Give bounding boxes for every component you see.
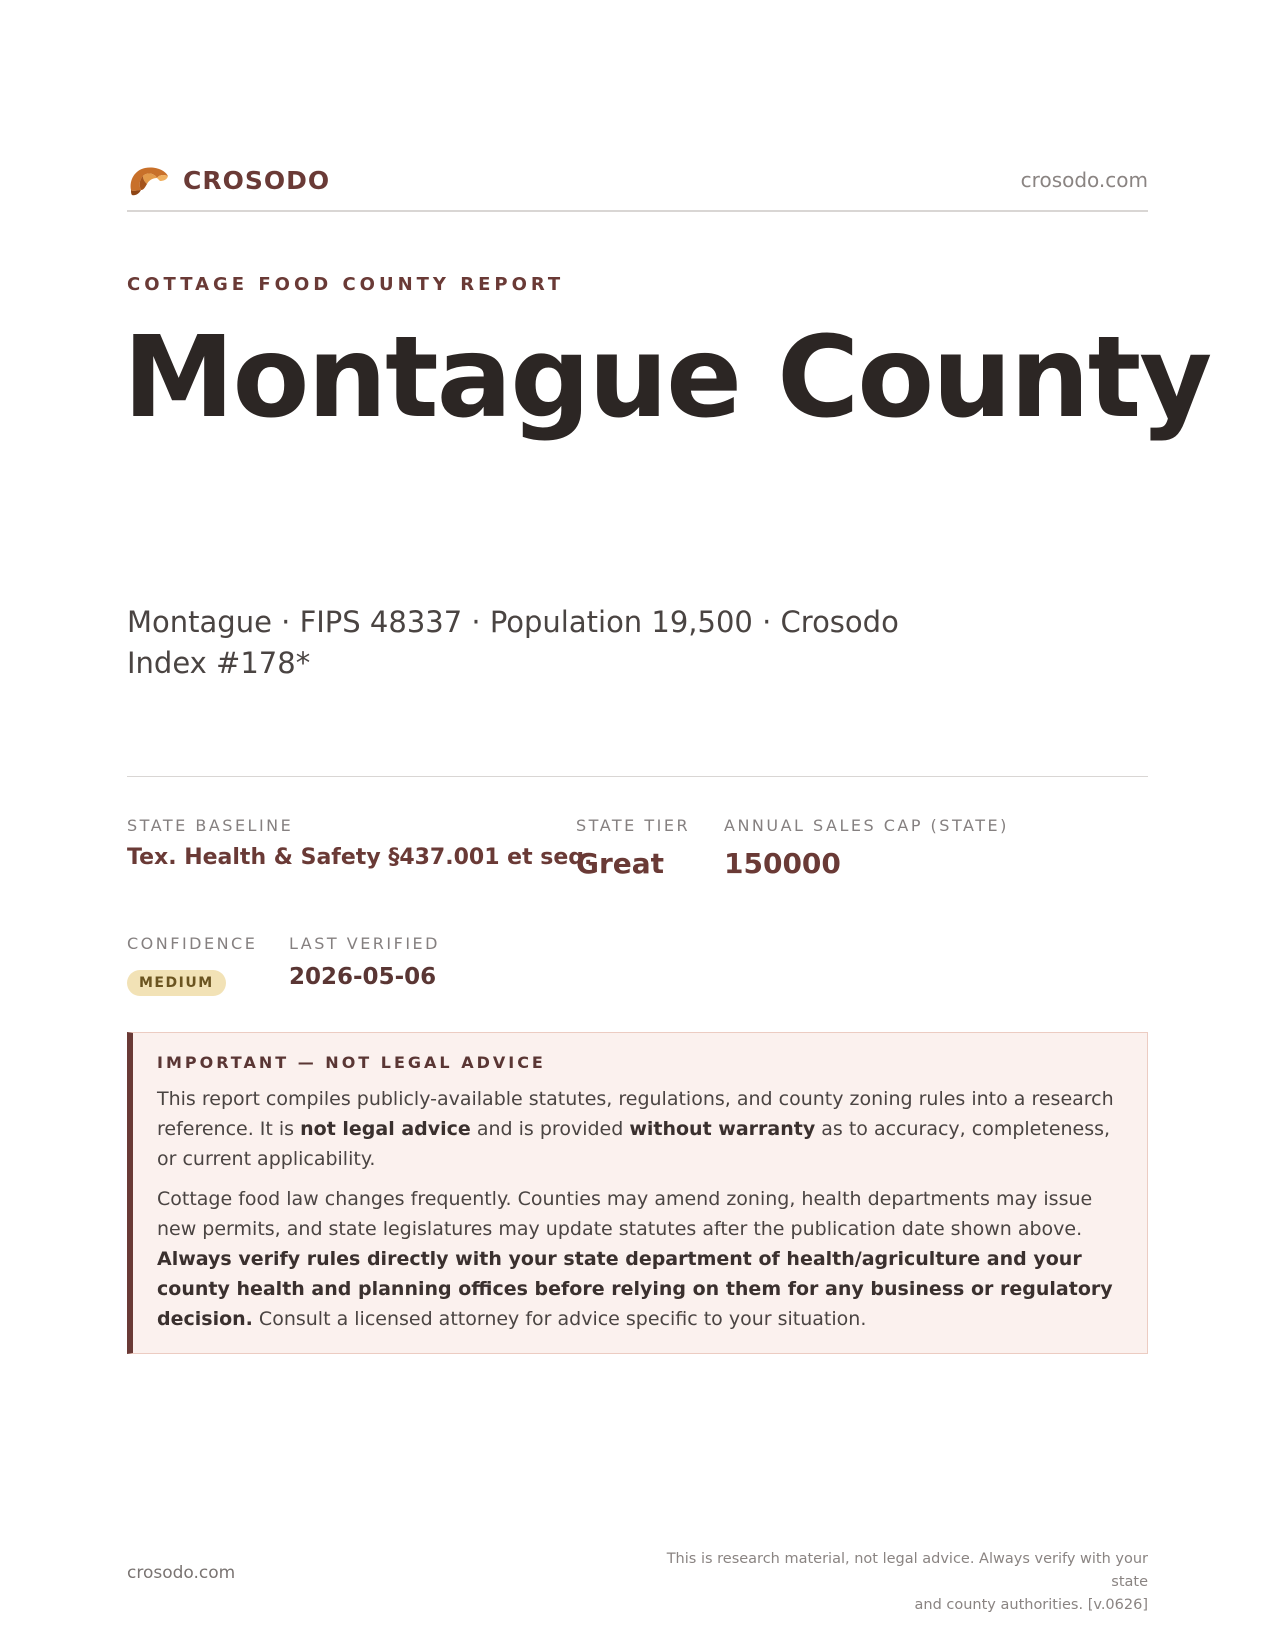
report-eyebrow: COTTAGE FOOD COUNTY REPORT <box>127 274 565 295</box>
state-tier-value: Great <box>576 847 665 880</box>
sales-cap-value: 150000 <box>724 847 841 880</box>
state-baseline-value: Tex. Health & Safety §437.001 et seq. <box>127 845 593 870</box>
footer-disclaimer <box>628 1548 1148 1617</box>
footer-disclaimer-line-1: This is research material, not legal advice. Always verify with your state <box>666 1551 1148 1590</box>
last-verified-value: 2026-05-06 <box>289 964 437 990</box>
divider <box>127 776 1148 777</box>
report-subtitle: Montague · FIPS 48337 · Population 19,500 · Crosodo Index #178* <box>127 605 899 680</box>
croissant-icon <box>127 160 171 200</box>
legal-notice <box>127 1032 1148 1354</box>
state-baseline-label: STATE BASELINE <box>127 816 294 835</box>
sales-cap-field <box>724 816 1009 880</box>
last-verified-field <box>289 934 440 990</box>
report-page <box>123 0 1211 1650</box>
notice-paragraph-2: Cottage food law changes frequently. Counties may amend zoning, health departments may issue new permits, and state legislatures may update statutes after the publication date shown above. Always verify rules directly with your state department of health/agriculture and your county health and planning offices before relying on them for any business or regulatory decision. Consult a licensed attorney for advice specific to your situation. <box>157 1188 1113 1330</box>
page-header <box>127 158 1148 212</box>
confidence-label: CONFIDENCE <box>127 934 258 953</box>
confidence-field <box>127 934 257 996</box>
brand[interactable] <box>127 160 330 200</box>
footer-domain-link[interactable]: crosodo.com <box>127 1563 236 1583</box>
sales-cap-label: ANNUAL SALES CAP (STATE) <box>724 816 1009 835</box>
last-verified-label: LAST VERIFIED <box>289 934 440 953</box>
state-baseline-field <box>127 816 592 870</box>
notice-title: IMPORTANT — NOT LEGAL ADVICE <box>157 1053 546 1072</box>
state-tier-label: STATE TIER <box>576 816 691 835</box>
state-tier-field <box>576 816 690 880</box>
confidence-badge: MEDIUM <box>127 970 226 996</box>
notice-paragraph-1: This report compiles publicly-available statutes, regulations, and county zoning rules into a research reference. It is not legal advice and is provided without warranty as to accuracy, completeness, or current applicability. <box>157 1088 1114 1170</box>
brand-name: CROSODO <box>183 165 331 195</box>
footer-disclaimer-line-2: and county authorities. [v.0626] <box>914 1597 1148 1613</box>
header-domain-link[interactable]: crosodo.com <box>1020 168 1148 192</box>
page-title: Montague County <box>123 313 1211 443</box>
